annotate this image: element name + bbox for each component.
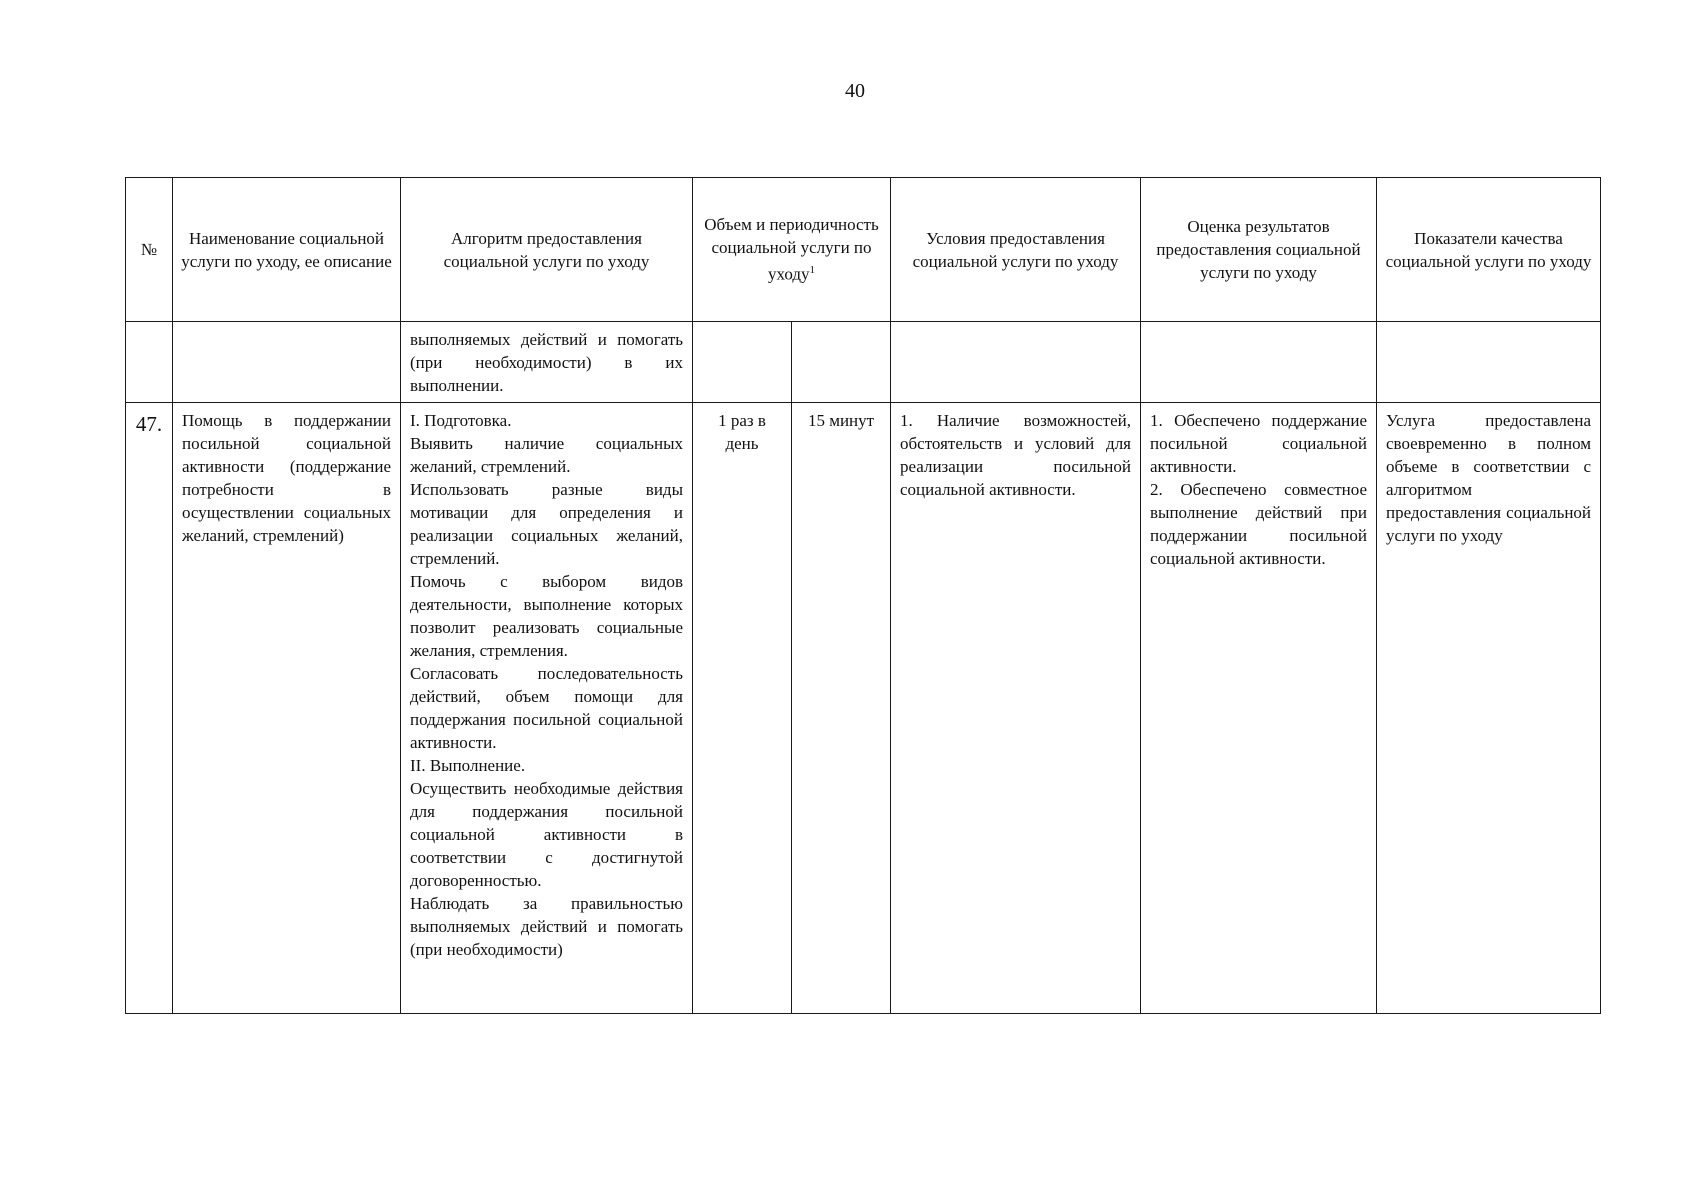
- header-name: Наименование социальной услуги по уходу, ее описание: [173, 178, 401, 322]
- cont-algorithm-cell: [401, 322, 693, 403]
- conditions-text: 1. Наличие возможностей, обстоятельств и условий для реализации посильной социальной активности.: [900, 411, 1132, 499]
- header-num: №: [126, 178, 173, 322]
- cont-algorithm-text: выполняемых действий и помогать (при необходимости) в их выполнении.: [410, 330, 683, 395]
- table-row: [126, 403, 1601, 1014]
- page-number: 40: [845, 80, 865, 102]
- cont-num-cell: [126, 322, 173, 403]
- algorithm-text: [401, 403, 692, 964]
- frequency: 1 раз в день: [718, 411, 766, 453]
- header-conditions: Условия предоставления социальной услуги по уходу: [891, 178, 1141, 322]
- algorithm-step: Выявить наличие социальных желаний, стремлений.: [410, 434, 683, 476]
- cont-quality-cell: [1377, 322, 1601, 403]
- algorithm-step: Помочь с выбором видов деятельности, выполнение которых позволит реализовать социальные желания, стремления.: [410, 572, 683, 660]
- row-frequency-cell: [693, 403, 792, 1014]
- algorithm-step: Использовать разные виды мотивации для определения и реализации социальных желаний, стремлений.: [410, 480, 683, 568]
- row-algorithm-cell: [401, 403, 693, 1014]
- row-evaluation-cell: [1141, 403, 1377, 1014]
- row-name-cell: [173, 403, 401, 1014]
- evaluation-text: [1141, 403, 1376, 573]
- header-quality: Показатели качества социальной услуги по уходу: [1377, 178, 1601, 322]
- cont-duration-cell: [792, 322, 891, 403]
- algorithm-step: I. Подготовка.: [410, 411, 512, 430]
- cont-frequency-cell: [693, 322, 792, 403]
- evaluation-item: 2. Обеспечено совместное выполнение действий при поддержании посильной социальной активности.: [1150, 480, 1368, 568]
- header-evaluation: Оценка результатов предоставления социальной услуги по уходу: [1141, 178, 1377, 322]
- quality-text: Услуга предоставлена своевременно в полном объеме в соответствии с алгоритмом предоставления социальной услуги по уходу: [1386, 411, 1592, 545]
- row-duration-cell: [792, 403, 891, 1014]
- algorithm-step: Осуществить необходимые действия для поддержания посильной социальной активности в соответствии с достигнутой договоренностью.: [410, 779, 683, 890]
- header-row: [126, 178, 1601, 322]
- footnote-mark: 1: [809, 264, 816, 277]
- row-number: 47.: [135, 412, 163, 436]
- services-table: [125, 177, 1601, 1014]
- row-quality-cell: [1377, 403, 1601, 1014]
- header-volume: [693, 178, 891, 322]
- evaluation-item: 1. Обеспечено поддержание посильной социальной активности.: [1150, 411, 1368, 476]
- row-conditions-cell: [891, 403, 1141, 1014]
- header-algorithm: Алгоритм предоставления социальной услуги по уходу: [401, 178, 693, 322]
- algorithm-step: II. Выполнение.: [410, 756, 526, 775]
- continuation-row: [126, 322, 1601, 403]
- algorithm-step: Наблюдать за правильностью выполняемых действий и помогать (при необходимости): [410, 894, 683, 959]
- cont-evaluation-cell: [1141, 322, 1377, 403]
- cont-name-cell: [173, 322, 401, 403]
- algorithm-step: Согласовать последовательность действий, объем помощи для поддержания посильной социальной активности.: [410, 664, 683, 752]
- cont-conditions-cell: [891, 322, 1141, 403]
- header-volume-text: Объем и периодичность социальной услуги по уходу: [704, 215, 879, 284]
- row-num-cell: [126, 403, 173, 1014]
- service-name: Помощь в поддержании посильной социальной активности (поддержание потребности в осуществлении социальных желаний, стремлений): [182, 411, 391, 545]
- duration: 15 минут: [807, 411, 875, 430]
